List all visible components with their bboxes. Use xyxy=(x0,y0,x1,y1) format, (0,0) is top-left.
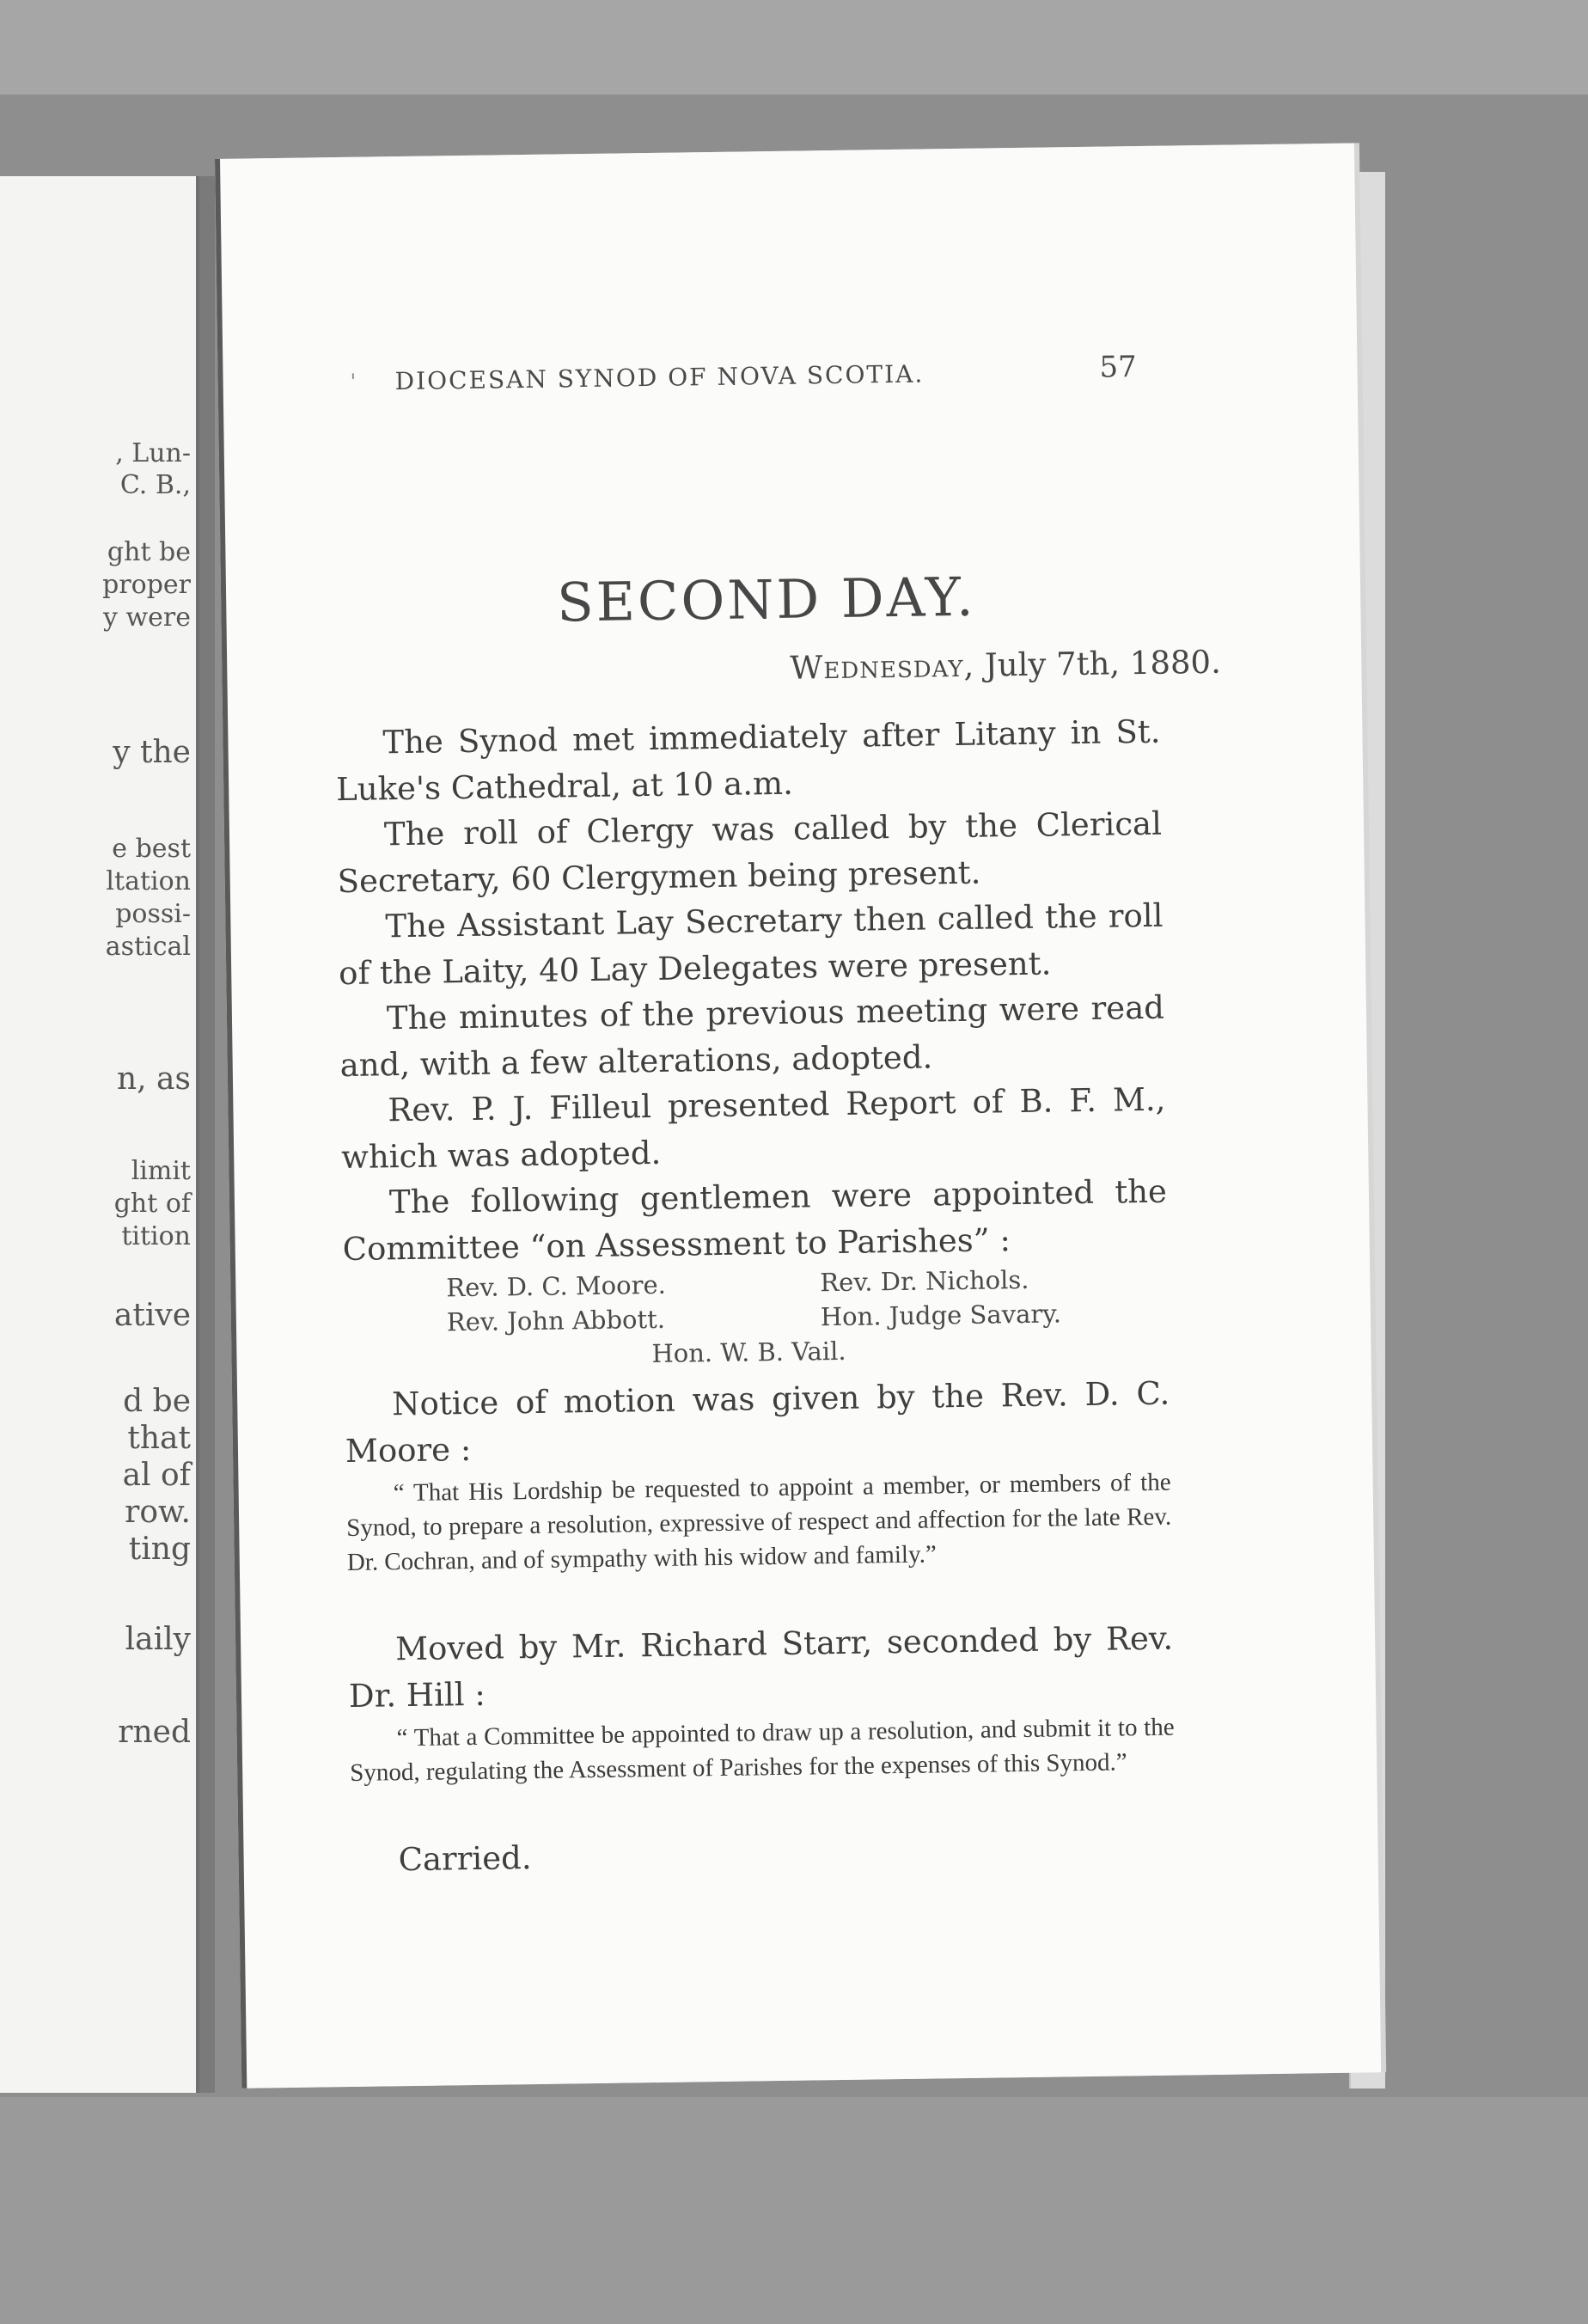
section-title: SECOND DAY. xyxy=(556,565,977,634)
committee-member: Rev. John Abbott. xyxy=(446,1304,666,1337)
left-facing-page xyxy=(0,176,199,2093)
left-fragment: possi- xyxy=(115,899,191,929)
left-fragment: rned xyxy=(118,1715,191,1750)
left-fragment: tition xyxy=(121,1221,191,1251)
left-fragment: e best xyxy=(112,834,191,864)
left-fragment: ght be xyxy=(107,537,191,567)
scanner-background-bottom xyxy=(0,2097,1588,2324)
running-head: DIOCESAN SYNOD OF NOVA SCOTIA. xyxy=(394,359,925,396)
committee-member: Hon. Judge Savary. xyxy=(820,1299,1062,1332)
left-fragment: row. xyxy=(125,1495,191,1530)
left-fragment: ative xyxy=(113,1298,191,1333)
committee-member: Rev. Dr. Nichols. xyxy=(820,1264,1029,1298)
quoted-resolution: “ That a Committee be appointed to draw up a resolution, and submit it to the Synod, regulating the Assessment of Parishes for the expenses of this Synod.” xyxy=(350,1713,1175,1787)
left-fragment: y the xyxy=(113,735,191,770)
committee-member: Hon. W. B. Vail. xyxy=(651,1336,846,1369)
left-fragment: laily xyxy=(125,1622,191,1657)
left-fragment: proper xyxy=(102,570,191,600)
notice-paragraph: Notice of motion was given by the Rev. D. C. Moore : xyxy=(345,1374,1170,1471)
page-number: 57 xyxy=(1099,350,1138,385)
book-gutter xyxy=(199,176,215,2093)
dateline xyxy=(790,644,1221,687)
left-fragment: astical xyxy=(105,932,191,962)
left-fragment: n, as xyxy=(116,1061,191,1097)
left-fragment: limit xyxy=(131,1156,191,1186)
paragraph: The minutes of the previous meeting were read and, with a few alterations, adopted. xyxy=(339,988,1165,1085)
quoted-motion: “ That His Lordship be requested to appoint a member, or members of the Synod, to prepare a resolution, expressive of respect and affection for the late Rev. Dr. Cochran, and of sympathy with his widow and family.” xyxy=(346,1468,1172,1577)
committee-list xyxy=(446,1263,1135,1376)
left-fragment: d be xyxy=(123,1384,191,1419)
left-fragment: that xyxy=(127,1421,191,1456)
page-header xyxy=(350,350,1322,401)
paragraph: The following gentlemen were appointed the Committee “on Assessment to Parishes” : xyxy=(342,1172,1168,1269)
left-fragment: C. B., xyxy=(119,470,191,500)
committee-member: Rev. D. C. Moore. xyxy=(446,1269,667,1303)
dateline-date: July 7th, 1880. xyxy=(974,643,1222,684)
left-fragment: ting xyxy=(128,1532,191,1567)
left-fragment: y were xyxy=(102,602,191,633)
carried-line: Carried. xyxy=(398,1839,532,1879)
scanner-background-top xyxy=(0,0,1588,95)
paragraph: The Assistant Lay Secretary then called the roll of the Laity, 40 Lay Delegates were present. xyxy=(338,896,1164,993)
tick-mark: ' xyxy=(350,369,357,394)
paragraph: The roll of Clergy was called by the Clerical Secretary, 60 Clergymen being present. xyxy=(337,804,1163,901)
left-fragment: ght of xyxy=(113,1189,191,1219)
left-fragment: ltation xyxy=(106,866,191,896)
left-fragment: , Lun- xyxy=(115,438,191,468)
paragraph: The Synod met immediately after Litany in St. Luke's Cathedral, at 10 a.m. xyxy=(335,712,1161,809)
paragraph: Rev. P. J. Filleul presented Report of B. F. M., which was adopted. xyxy=(340,1080,1166,1177)
moved-paragraph: Moved by Mr. Richard Starr, seconded by Rev. Dr. Hill : xyxy=(348,1619,1174,1715)
dateline-day: Wednesday, xyxy=(790,646,975,687)
main-page xyxy=(215,143,1381,2088)
left-fragment: al of xyxy=(122,1458,191,1493)
